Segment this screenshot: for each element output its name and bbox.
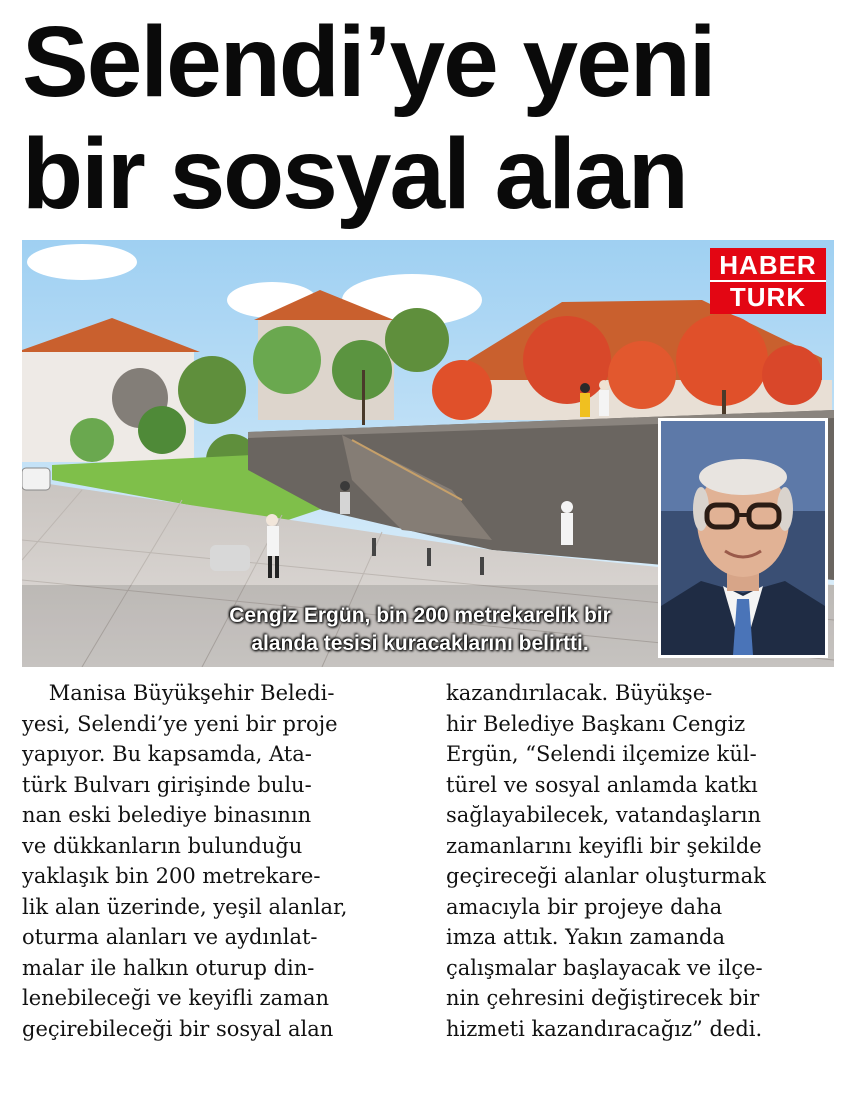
caption-line-2: alanda tesisi kuracaklarını belirtti. [251,632,589,655]
portrait-illustration [661,421,825,655]
article-line: yesi, Selendi’ye yeni bir proje [22,711,338,736]
article-line: geçirebileceği bir sosyal alan [22,1016,334,1041]
photo-caption [170,602,670,658]
article-column-right [446,678,844,1044]
headline-line-2: bir sosyal alan [22,118,687,230]
portrait-photo [658,418,828,658]
article-line: kazandırılacak. Büyükşe- [446,681,713,705]
article-line: Manisa Büyükşehir Beledi- [22,681,335,705]
article-line: nan eski belediye binasının [22,803,312,827]
article-line: geçireceği alanlar oluşturmak [446,864,766,888]
article-line: ve dükkanların bulunduğu [22,833,303,858]
logo-line-1: HABER [710,250,826,282]
haberturk-logo [710,248,826,314]
article-line: hizmeti kazandıracağız” dedi. [446,1016,763,1041]
article-line: türel ve sosyal anlamda katkı [446,772,758,797]
article-line: yaklaşık bin 200 metrekare- [22,864,321,888]
rendering-photo [22,240,834,667]
article-line: Ergün, “Selendi ilçemize kül- [446,742,757,766]
article-line: lik alan üzerinde, yeşil alanlar, [22,894,348,919]
article-line: oturma alanları ve aydınlat- [22,925,318,949]
article-column-left [22,678,420,1044]
article-line: sağlayabilecek, vatandaşların [446,803,762,827]
logo-line-2: TURK [729,282,807,312]
article-line: imza attık. Yakın zamanda [446,925,725,949]
headline-line-1: Selendi’ye yeni [22,6,715,118]
article-line: lenebileceği ve keyifli zaman [22,986,330,1010]
article-line: hir Belediye Başkanı Cengiz [446,711,746,736]
article-line: zamanlarını keyifli bir şekilde [446,833,762,858]
article-line: yapıyor. Bu kapsamda, Ata- [22,742,312,766]
article-line: malar ile halkın oturup din- [22,955,315,980]
article-line: çalışmalar başlayacak ve ilçe- [446,955,763,980]
headline [22,6,842,230]
article-line: türk Bulvarı girişinde bulu- [22,772,312,797]
article-line: amacıyla bir projeye daha [446,894,723,919]
caption-line-1: Cengiz Ergün, bin 200 metrekarelik bir [229,604,611,627]
article-line: nin çehresini değiştirecek bir [446,986,760,1010]
